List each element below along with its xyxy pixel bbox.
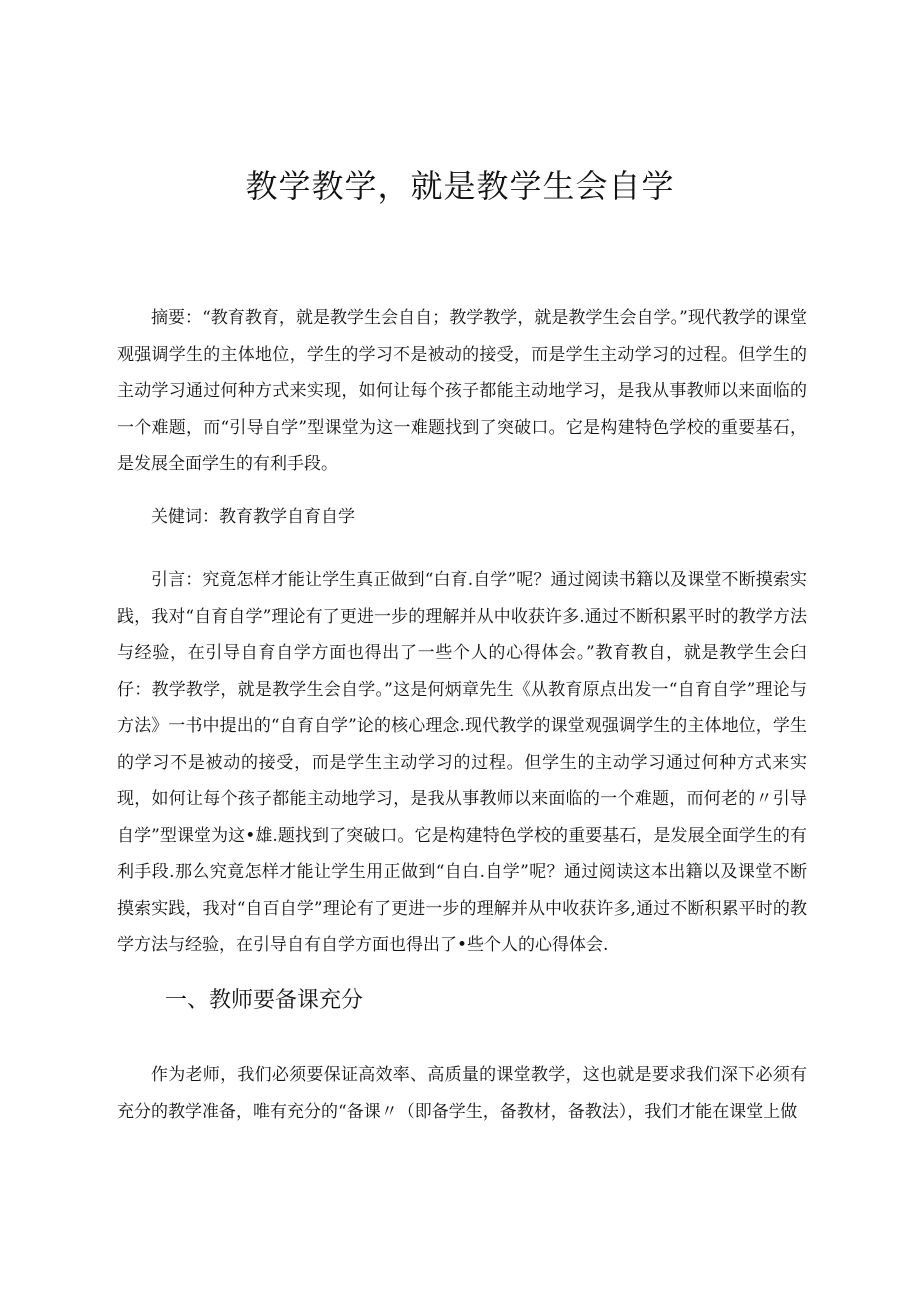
introduction-paragraph: 引言：究竟怎样才能让学生真正做到“白育.自学”呢？通过阅读书籍以及课堂不断摸索实践，我对“自育自学”理论有了更进一步的理解并从中收获许多.通过不断积累平时的教学方法与经验，在引导自育自学方面也得出了一些个人的心得体会。”教育教自，就是教学生会臼仔：教学教学，就是教学生会自学。”这是何炳章先生《从教育原点出发一“自育自学”理论与方法》一书中提出的“自育自学”论的核心理念.现代教学的课堂观强调学生的主体地位，学生的学习不是被动的接受，而是学生主动学习的过程。但学生的主动学习通过何种方式来实现，如何让每个孩子都能主动地学习，是我从事教师以来面临的一个难题，而何老的〃引导自学”型课堂为这•雄.题找到了突破口。它是构建特色学校的重要基石，是发展全面学生的有利手段.那么究竟怎样才能让学生用正做到“自白.自学”呢？通过阅读这本出籍以及课堂不断摸索实践，我对“自百自学”理论有了更进一步的理解并从中收获许多,通过不断积累平时的教学方法与经验，在引导自有自学方面也得出了•些个人的心得体会. (117, 570, 807, 955)
section-1-paragraph: 作为老师，我们必须要保证高效率、高质量的课堂教学，这也就是要求我们深下必须有充分的教学准备，唯有充分的“备课〃（即备学生，备教材，备教法），我们才能在课堂上做 (117, 1065, 807, 1122)
document-title: 教学教学，就是教学生会自学 (245, 167, 675, 205)
abstract-paragraph: 摘要：“教育教育，就是教学生会自自；教学教学，就是教学生会自学。”现代教学的课堂观强调学生的主体地位，学生的学习不是被动的接受，而是学生主动学习的过程。但学生的主动学习通过何种方式来实现，如何让每个孩子都能主动地学习，是我从事教师以来面临的一个难题，而“引导自学”型课堂为这一难题找到了突破口。它是构建特色学校的重要基石，是发展全面学生的有利手段。 (117, 308, 807, 474)
section-1-heading: 一、教师要备课充分 (165, 988, 364, 1013)
keywords-paragraph: 关健词：教育教学自育自学 (151, 507, 355, 527)
